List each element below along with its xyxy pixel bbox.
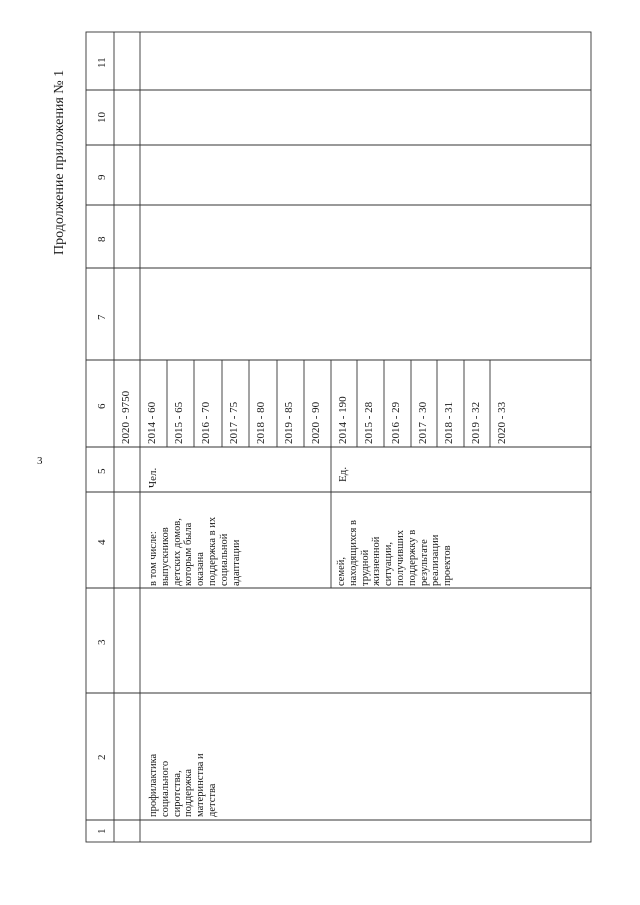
value-2-2018: 2018 - 31 bbox=[443, 401, 455, 444]
value-1-2020: 2020 - 90 bbox=[310, 401, 322, 444]
header-col-8: 8 bbox=[96, 236, 108, 242]
total-value: 2020 - 9750 bbox=[120, 390, 132, 444]
unit-2: Ед. bbox=[337, 466, 349, 482]
value-2-2016: 2016 - 29 bbox=[390, 401, 402, 444]
value-2-2020: 2020 - 33 bbox=[496, 401, 508, 444]
value-2-2014: 2014 - 190 bbox=[337, 396, 349, 444]
unit-1: Чел. bbox=[147, 467, 159, 488]
value-2-2017: 2017 - 30 bbox=[417, 401, 429, 444]
value-2-2019: 2019 - 32 bbox=[470, 401, 482, 444]
value-1-2017: 2017 - 75 bbox=[228, 401, 240, 444]
category-text: профилактика социального сиротства, поддержка материнства и детства bbox=[148, 753, 218, 817]
header-col-1: 1 bbox=[96, 828, 108, 834]
indicator-text-1: в том числе: выпускников детских домов, которым была оказана поддержка в их социальной адаптации bbox=[148, 516, 242, 586]
header-col-7: 7 bbox=[96, 314, 108, 320]
value-1-2016: 2016 - 70 bbox=[200, 401, 212, 444]
header-col-2: 2 bbox=[96, 754, 108, 760]
page-number: 3 bbox=[37, 455, 43, 467]
value-1-2015: 2015 - 65 bbox=[173, 401, 185, 444]
header-col-6: 6 bbox=[96, 403, 108, 409]
header-col-11: 11 bbox=[96, 57, 108, 68]
value-1-2018: 2018 - 80 bbox=[255, 401, 267, 444]
header-col-5: 5 bbox=[96, 468, 108, 474]
value-1-2019: 2019 - 85 bbox=[283, 401, 295, 444]
appendix-caption: Продолжение приложения № 1 bbox=[52, 69, 67, 255]
value-2-2015: 2015 - 28 bbox=[363, 401, 375, 444]
value-1-2014: 2014 - 60 bbox=[146, 401, 158, 444]
header-col-10: 10 bbox=[96, 112, 108, 123]
header-col-3: 3 bbox=[96, 639, 108, 645]
header-col-9: 9 bbox=[96, 174, 108, 180]
header-col-4: 4 bbox=[96, 539, 108, 545]
indicator-text-2: семей, находящихся в трудной жизненной ситуации, получивших поддержку в результате реализации проектов bbox=[336, 520, 454, 586]
